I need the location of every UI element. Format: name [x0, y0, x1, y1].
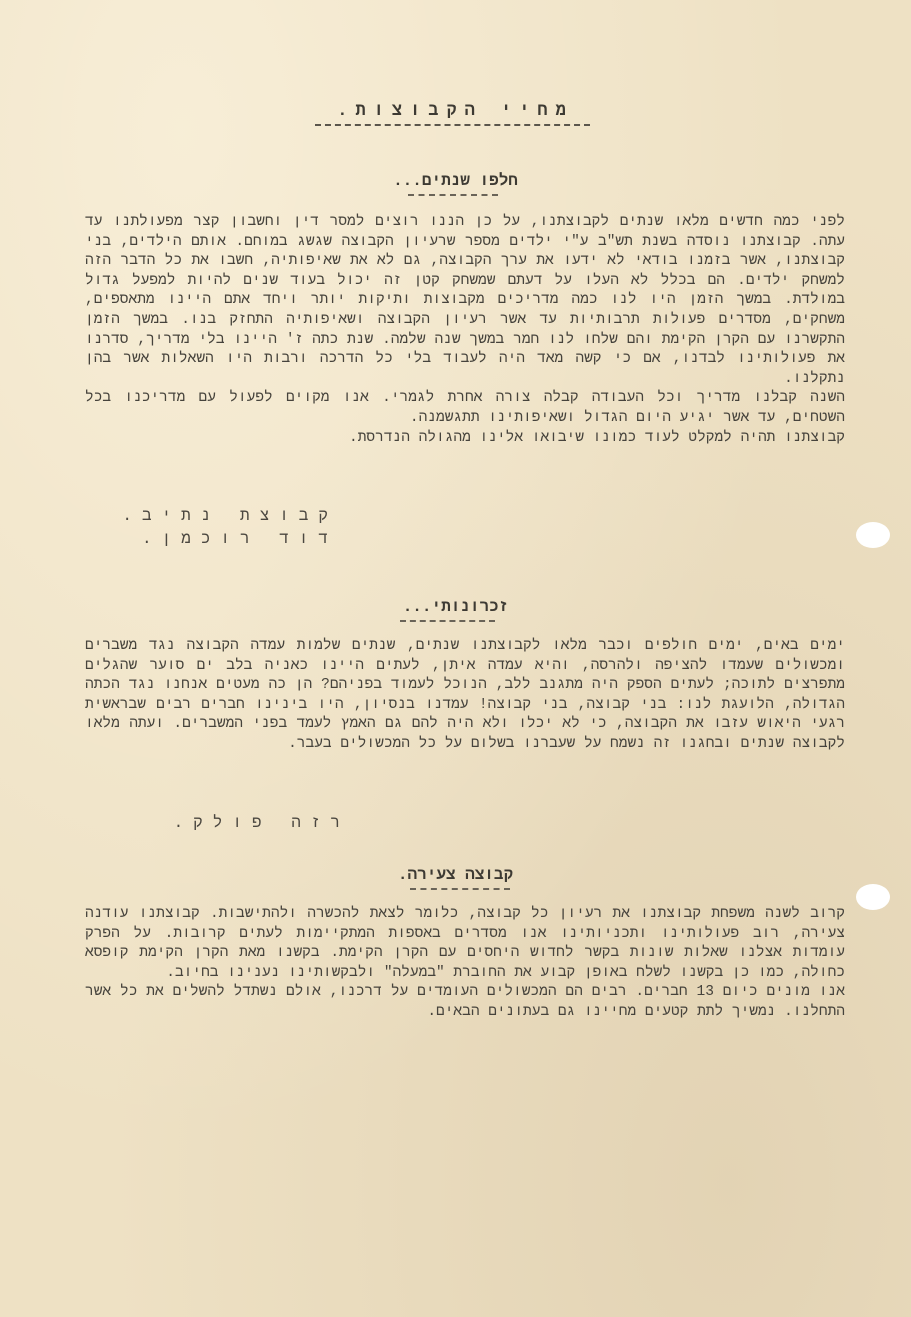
paragraph: קבוצתנו תהיה למקלט לעוד כמונו שיבואו אלינו מהגולה הנדרסת.: [349, 429, 845, 446]
signature: [150, 812, 350, 835]
punch-hole: [856, 884, 890, 910]
page-title: מחיי הקבוצות.: [337, 102, 574, 121]
signature-group: קבוצת נתיב.: [122, 507, 338, 525]
title-underline: [315, 124, 590, 126]
signature-name: רזה פולק.: [173, 814, 350, 832]
section-underline: [410, 888, 510, 890]
paragraph: השנה קבלנו מדריך וכל העבודה קבלה צורה אחרת לגמרי. אנו מקוים לפעול עם מדריכנו בכל השטחים, עד אשר יגיע היום הגדול ושאיפותינו תתגשמנה.: [85, 390, 845, 426]
signature: [118, 505, 338, 551]
section-title: קבוצה צעירה.: [397, 866, 514, 884]
punch-hole: [856, 522, 890, 548]
section-body: [85, 905, 845, 1023]
section-body: [85, 637, 845, 755]
section-underline: [408, 194, 498, 196]
paragraph: קרוב לשנה משפחת קבוצתנו את רעיון כל קבוצה, כלומר לצאת להכשרה ולהתישבות. קבוצתנו עודנה צעירה, רוב פעולותינו ותכניותינו אנו מסדרים באספות המתקיימות לעתים קרובות. על הפרק עומדות אצלנו שאלות שונות בקשר לחדוש היחסים עם הקרן הקימת. בקשנו מאת הקרן הקימת קופסא כחולה, כמו כן בקשנו לשלח באופן קבוע את החוברת "במעלה" ולבקשותינו נענינו בחיוב.: [85, 906, 845, 981]
section-title: חלפו שנתים...: [393, 172, 518, 190]
section-title: זכרונותי...: [402, 598, 509, 616]
paragraph: לפני כמה חדשים מלאו שנתים לקבוצתנו, על כן הננו רוצים למסר דין וחשבון קצר מפעולתנו עד עתה. קבוצתנו נוסדה בשנת תש"ב ע"י ילדים מספר שרעיון הקבוצה שגשג במוחם. אותם הילדים, בני קבוצתנו, אשר בזמנו בודאי לא ידעו את ערך הקבוצה, גם לא את שאיפותיה, חשבו את כל הדבר הזה למשחק ילדים. הם בכלל לא העלו על דעתם שמשחק קטן זה יכול בעוד שנים להיות למפעל גדול במולדת. במשך הזמן היו לנו כמה מדריכים מקבוצות ותיקות יותר ויחד אתם היינו מתאספים, משחקים, מסדרים פעולות תרבותיות עד אשר רעיון הקבוצה ושאיפותיה התחזק בנו. במשך הזמן התקשרנו עם הקרן הקימת והם שלחו לנו חמר במשך שנה שלמה. שנת כתה ז' היינו בלי מדריך, סדרנו את פעולותינו לבדנו, אם כי קשה מאד היה לעבוד בלי כל הדרכה ורבות היו השאלות אשר בהן נתקלנו.: [85, 214, 845, 387]
section-underline: [400, 620, 495, 622]
signature-name: דוד רוכמן.: [141, 530, 338, 548]
section-body: [85, 213, 845, 448]
paragraph: אנו מונים כיום 13 חברים. רבים הם המכשולים העומדים על דרכנו, אולם נשתדל להשלים את כל אשר התחלנו. נמשיך לתת קטעים מחיינו גם בעתונים הבאים.: [85, 984, 845, 1020]
paragraph: ימים באים, ימים חולפים וכבר מלאו לקבוצתנו שנתים, שנתים שלמות עמדה הקבוצה נגד משברים ומכשולים שעמדו להציפה ולהרסה, והיא עמדה איתן, לעתים היינו כאניה בלב ים סוער שהגלים מתפרצים לתוכה; לעתים הספק היה מתגנב ללב, הנוכל לעמוד בפניהם? הן כה מעטים אנחנו נגד הכתה הגדולה, הלועגת לנו: בני קבוצה, בני קבוצה! עמדנו בנסיון, היו בינינו חברים רבים שבראשית רגעי היאוש עזבו את הקבוצה, כי לא יכלו ולא היה להם גם האמץ לעמד בפני המשברים. ועתה מלאו לקבוצה שנתים ובחגנו זה נשמח על שעברנו בשלום על כל המכשולים בעבר.: [85, 638, 845, 752]
